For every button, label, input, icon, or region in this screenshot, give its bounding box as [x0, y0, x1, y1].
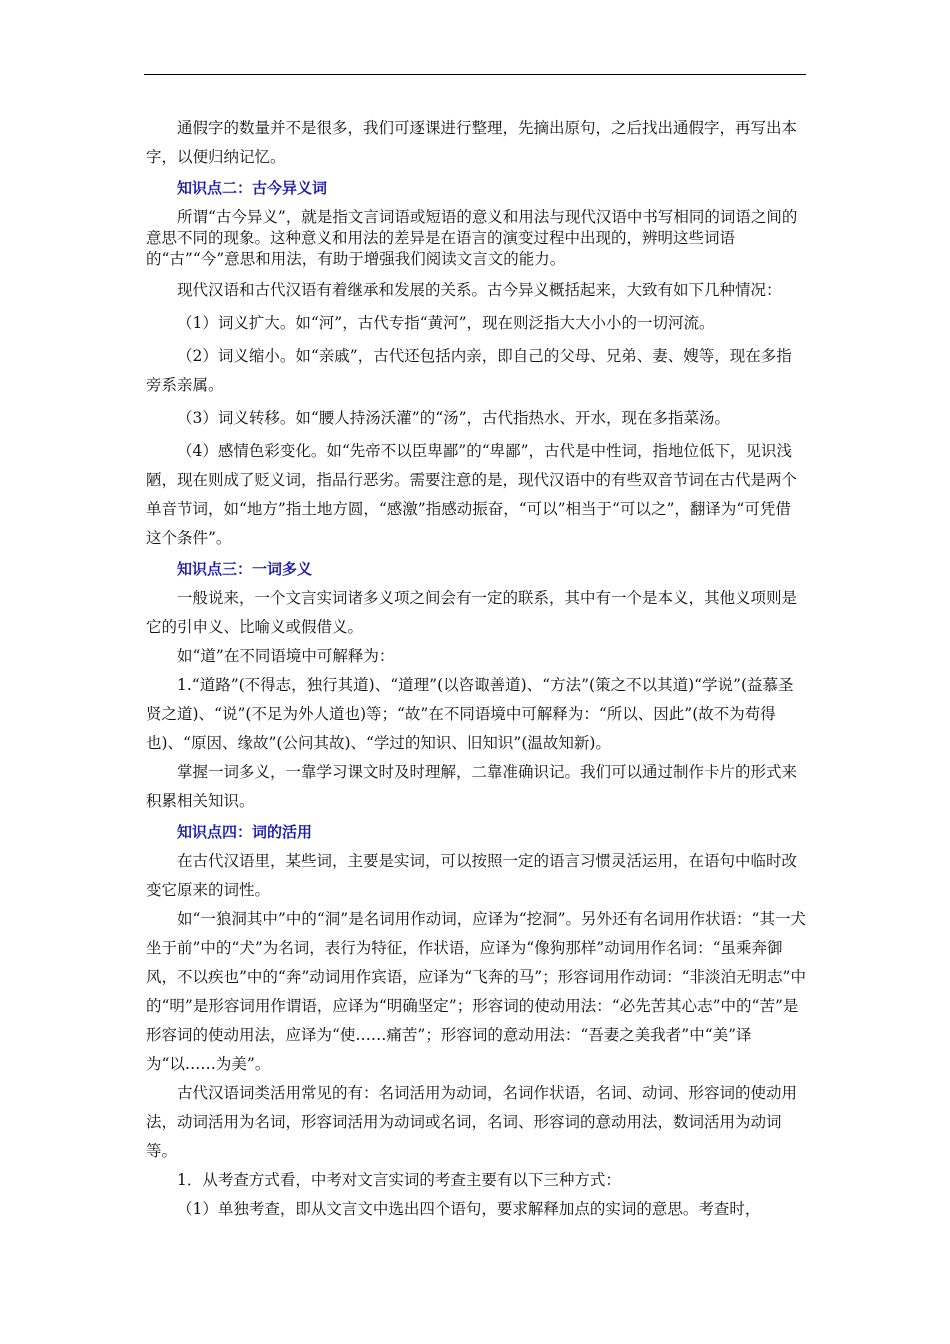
paragraph: 掌握一词多义，一靠学习课文时及时理解，二靠准确识记。我们可以通过制作卡片的形式来积累相关知识。: [146, 763, 798, 810]
paragraph: 古代汉语词类活用常见的有：名词活用为动词，名词作状语，名词、动词、形容词的使动用法，动词活用为名词，形容词活用为动词或名词，名词、形容词的意动用法，数词活用为动词等。: [146, 1084, 798, 1160]
section-heading-4: 知识点四：词的活用: [177, 823, 313, 841]
paragraph: 所谓“古今异义”，就是指文言词语或短语的意义和用法与现代汉语中书写相同的词语之间的意思不同的现象。这种意义和用法的差异是在语言的演变过程中出现的，辨明这些词语的“古”“今”意思和用法，有助于增强我们阅读文言文的能力。: [146, 208, 798, 268]
paragraph: 如“道”在不同语境中可解释为：: [177, 647, 395, 665]
list-item: （2）词义缩小。如“亲戚”，古代还包括内亲，即自己的父母、兄弟、妻、嫂等，现在多指旁系亲属。: [146, 347, 792, 394]
header-rule: [144, 74, 806, 75]
list-item: （1）词义扩大。如“河”，古代专指“黄河”，现在则泛指大大小小的一切河流。: [177, 314, 715, 332]
paragraph: 如“一狼洞其中”中的“洞”是名词用作动词，应译为“挖洞”。另外还有名词用作状语：“其一犬坐于前”中的“犬”为名词，表行为特征，作状语，应译为“像狗那样”动词用作名词：“虽乘奔御风，不以疾也”中的“奔”动词用作宾语，应译为“飞奔的马”；形容词用作动词：“非淡泊无明志”中的“明”是形容词用作谓语，应译为“明确坚定”；形容词的使动用法：“必先苦其心志”中的“苦”是形容词的使动用法，应译为“使……痛苦”；形容词的意动用法：“吾妻之美我者”中“美”译为“以……为美”。: [146, 910, 806, 1073]
paragraph: 现代汉语和古代汉语有着继承和发展的关系。古今异义概括起来，大致有如下几种情况：: [177, 281, 782, 299]
paragraph: 1.“道路”(不得志，独行其道)、“道理”(以咨诹善道)、“方法”(策之不以其道)“学说”(益慕圣贤之道)、“说”(不足为外人道也)等；“故”在不同语境中可解释为：“所以、因此”(故不为苟得也)、“原因、缘故”(公问其故)、“学过的知识、旧知识”(温故知新)。: [146, 676, 794, 752]
section-heading-3: 知识点三：一词多义: [177, 560, 313, 578]
paragraph: （1）单独考查，即从文言文中选出四个语句，要求解释加点的实词的意思。考查时，: [177, 1200, 761, 1218]
section-heading-2: 知识点二：古今异义词: [177, 179, 328, 197]
paragraph: 一般说来，一个文言实词诸多义项之间会有一定的联系，其中有一个是本义，其他义项则是它的引申义、比喻义或假借义。: [146, 589, 798, 636]
document-body: [146, 114, 806, 1224]
list-item: （3）词义转移。如“腰人持汤沃灌”的“汤”，古代指热水、开水，现在多指菜汤。: [177, 409, 731, 427]
paragraph: 1．从考查方式看，中考对文言实词的考查主要有以下三种方式：: [177, 1171, 621, 1189]
list-item: （4）感情色彩变化。如“先帝不以臣卑鄙”的“卑鄙”，古代是中性词，指地位低下，见识浅陋，现在则成了贬义词，指品行恶劣。需要注意的是，现代汉语中的有些双音节词在古代是两个单音节词，如“地方”指土地方圆，“感激”指感动振奋，“可以”相当于“可以之”，翻译为“可凭借这个条件”。: [146, 442, 798, 547]
paragraph: 通假字的数量并不是很多，我们可逐课进行整理，先摘出原句，之后找出通假字，再写出本字，以便归纳记忆。: [146, 119, 798, 166]
paragraph: 在古代汉语里，某些词，主要是实词，可以按照一定的语言习惯灵活运用，在语句中临时改变它原来的词性。: [146, 852, 798, 899]
